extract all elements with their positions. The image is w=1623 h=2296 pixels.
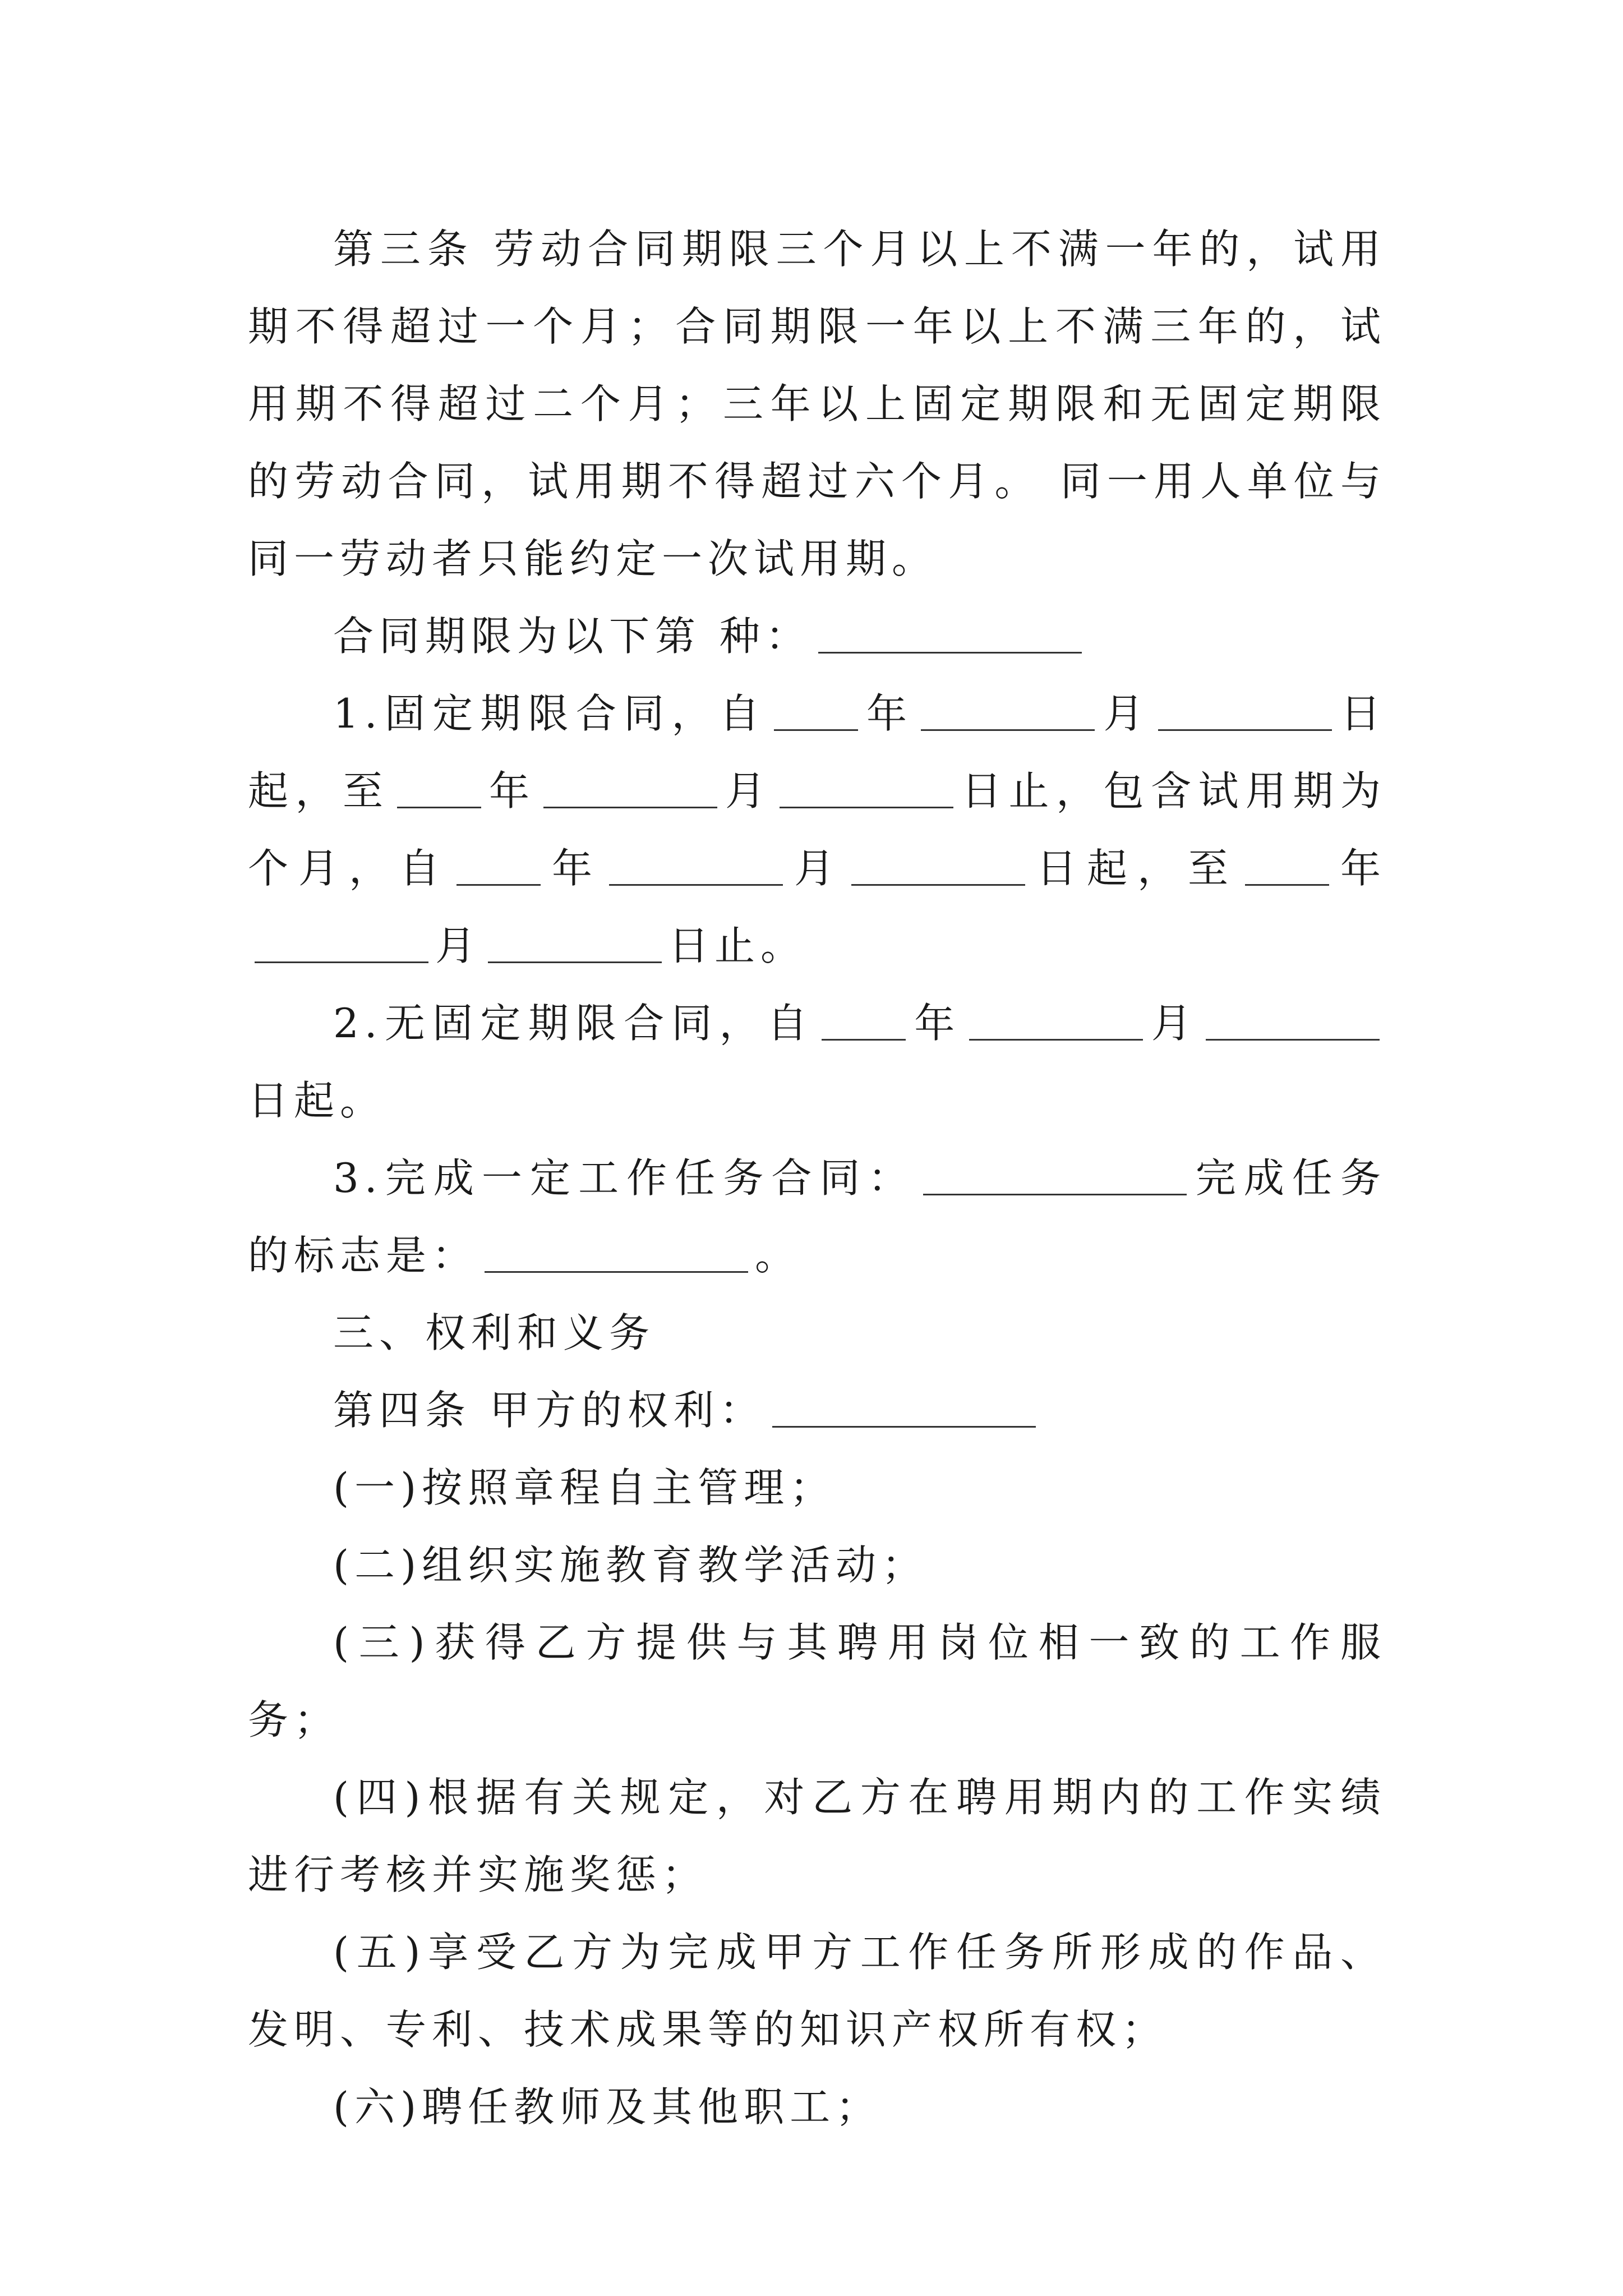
option-1-month-label: 月 — [1101, 690, 1151, 737]
option-2-day-label: 日起。 — [248, 1077, 386, 1124]
option-1-month-label-4: 月 — [435, 922, 482, 969]
option-1-probation-start-day-blank[interactable] — [851, 850, 1025, 886]
option-1-probation-start-month-blank[interactable] — [609, 850, 783, 886]
term-choice-label: 合同期限为以下第 种： — [333, 613, 811, 660]
option-1-year-label: 年 — [864, 690, 915, 737]
option-1-probation-end-month-blank[interactable] — [255, 928, 428, 963]
option-1-start-year-blank[interactable] — [774, 696, 858, 731]
option-2-year-blank[interactable] — [822, 1005, 906, 1041]
option-1-month-label-2: 月 — [723, 767, 773, 815]
right-item-5: (五)享受乙方为完成甲方工作任务所形成的作品、发明、专利、技术成果等的知识产权所有权； — [248, 1929, 1386, 2053]
option-2-day-blank[interactable] — [1206, 1005, 1380, 1041]
right-item-4: (四)根据有关规定，对乙方在聘用期内的工作实绩进行考核并实施奖惩； — [248, 1774, 1386, 1898]
term-choice-blank[interactable] — [818, 618, 1082, 654]
option-1-start-day-blank[interactable] — [1158, 696, 1332, 731]
option-3-end: 。 — [755, 1232, 801, 1279]
article-4-paragraph — [248, 1372, 1386, 1449]
option-3-paragraph — [248, 1139, 1386, 1294]
section-3-heading: 三、权利和义务 — [333, 1309, 656, 1356]
right-item-2: (二)组织实施教育教学活动； — [333, 1542, 928, 1589]
article-4-title: 第四条 甲方的权利： — [333, 1387, 766, 1434]
option-1-year-label-4: 年 — [1335, 845, 1386, 892]
option-1-year-label-3: 年 — [547, 845, 602, 892]
option-1-paragraph — [248, 675, 1386, 984]
option-1-probation-start-year-blank[interactable] — [457, 850, 541, 886]
option-1-day-from-label-2: 日起，至 — [1031, 845, 1238, 892]
option-1-probation-end-year-blank[interactable] — [1245, 850, 1329, 886]
option-1-end-year-blank[interactable] — [397, 773, 481, 808]
option-1-end-day-blank[interactable] — [780, 773, 953, 808]
option-1-day-from-label: 日起，至 — [248, 690, 1386, 815]
article-4-blank[interactable] — [772, 1392, 1036, 1428]
option-1-month-label-3: 月 — [789, 845, 845, 892]
option-2-month-blank[interactable] — [969, 1005, 1143, 1041]
option-2-paragraph — [248, 984, 1386, 1139]
option-1-year-label-2: 年 — [487, 767, 537, 815]
option-3-task-blank[interactable] — [923, 1160, 1187, 1195]
option-1-day-end-label: 日止。 — [668, 922, 807, 969]
right-item-6: (六)聘任教师及其他职工； — [333, 2083, 882, 2131]
option-2-year-label: 年 — [912, 1000, 962, 1047]
right-item-1: (一)按照章程自主管理； — [333, 1464, 836, 1511]
document-body — [248, 210, 1386, 2146]
option-1-probation-end-day-blank[interactable] — [488, 928, 662, 963]
option-3-prefix: 3.完成一定工作任务合同： — [333, 1154, 916, 1202]
option-2-prefix: 2.无固定期限合同，自 — [333, 1000, 815, 1047]
option-1-start-month-blank[interactable] — [921, 696, 1095, 731]
option-2-month-label: 月 — [1149, 1000, 1199, 1047]
article-3-paragraph: 第三条 劳动合同期限三个月以上不满一年的，试用期不得超过一个月；合同期限一年以上不满三年的，试用期不得超过二个月；三年以上固定期限和无固定期限的劳动合同，试用期不得超过六个月。 同一用人单位与同一劳动者只能约定一次试用期。 — [248, 226, 1386, 582]
option-1-day-to-label: 日止，包含试用期为个月，自 — [248, 767, 1386, 892]
option-3-completion-sign-blank[interactable] — [485, 1237, 748, 1273]
option-3-middle: 完成任务的标志是： — [248, 1154, 1386, 1279]
option-1-end-month-blank[interactable] — [543, 773, 717, 808]
option-1-prefix: 1.固定期限合同，自 — [333, 690, 767, 737]
term-choice-paragraph — [248, 597, 1386, 675]
right-item-3: (三)获得乙方提供与其聘用岗位相一致的工作服务； — [248, 1619, 1386, 1743]
